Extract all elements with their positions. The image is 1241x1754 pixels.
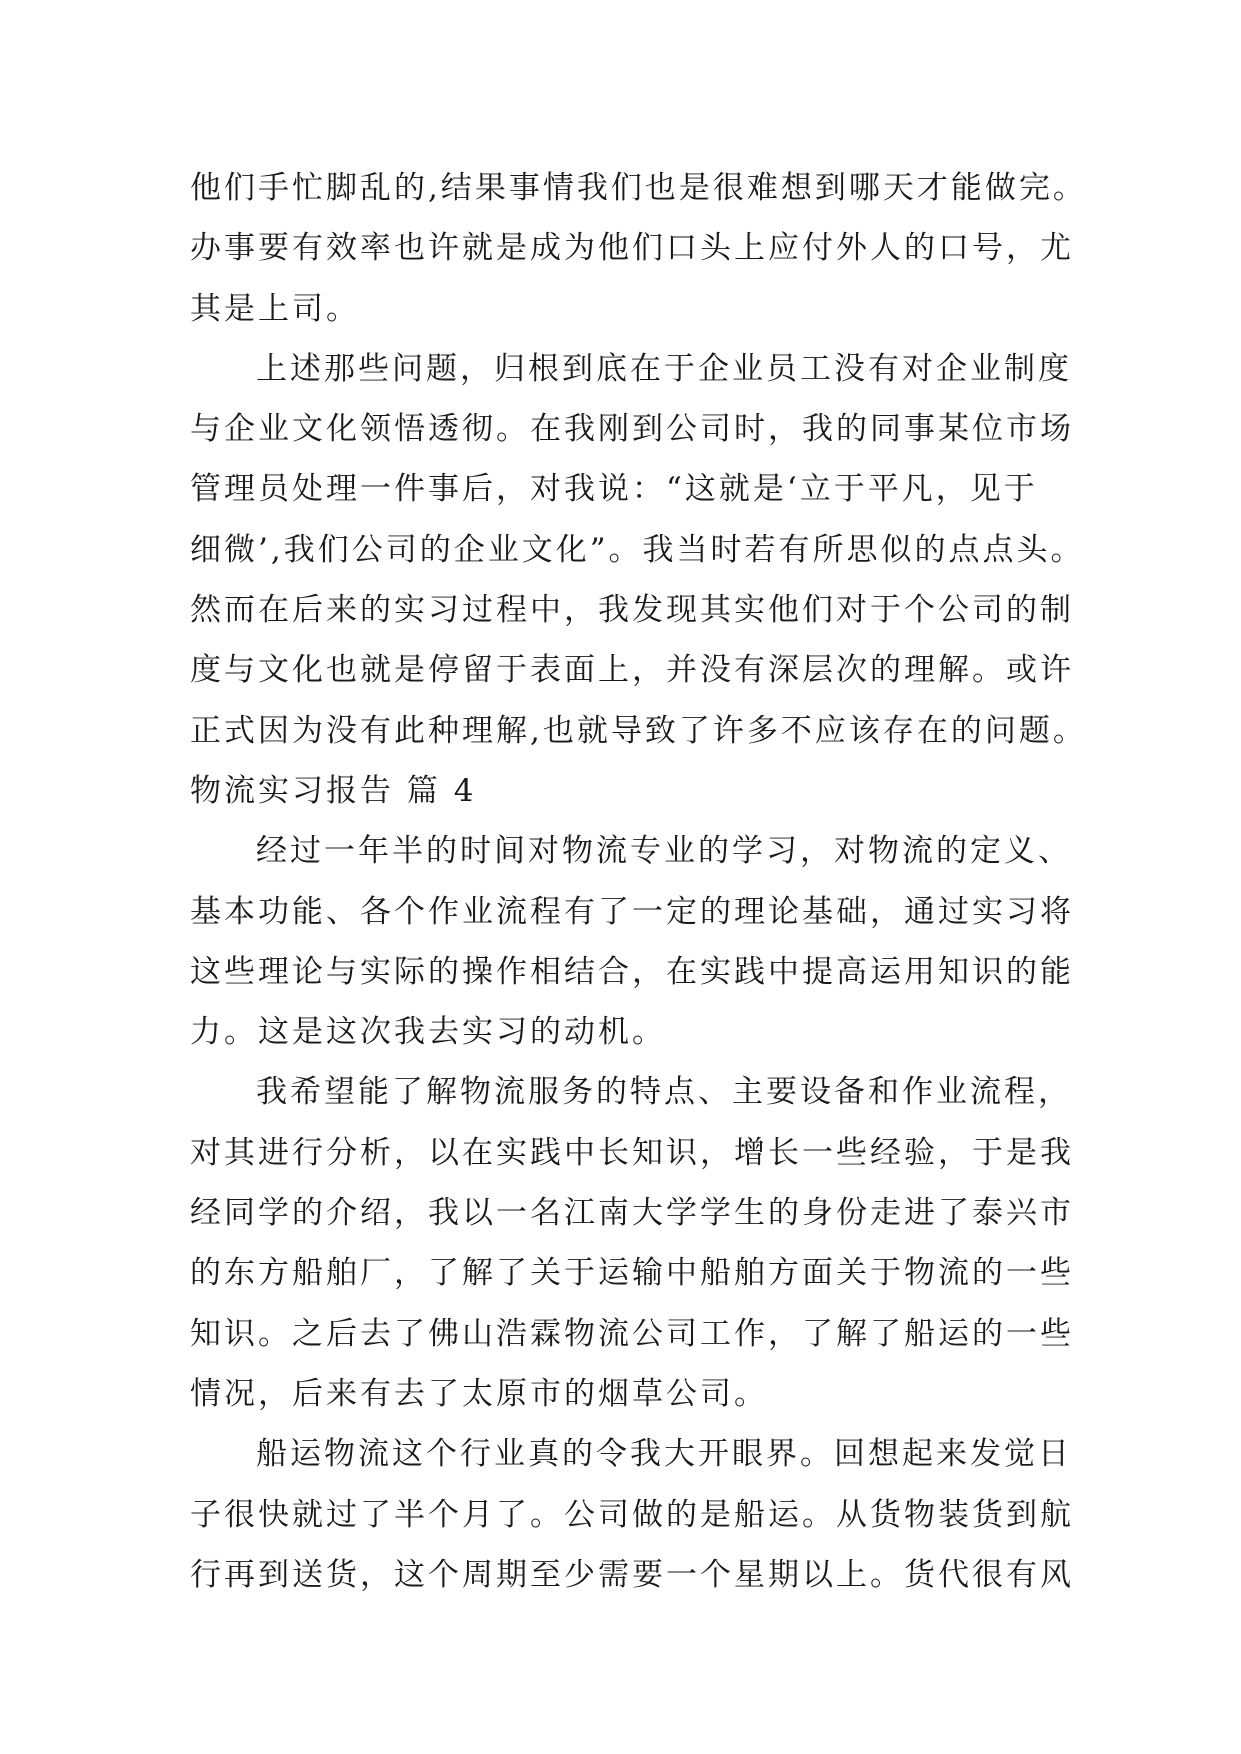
text-line: 办事要有效率也许就是成为他们口头上应付外人的口号，尤 <box>190 230 1074 267</box>
text-line: 对其进行分析，以在实践中长知识，增长一些经验，于是我 <box>190 1134 1074 1171</box>
text-line: 他们手忙脚乱的,结果事情我们也是很难想到哪天才能做完。 <box>190 170 1087 206</box>
text-line: 正式因为没有此种理解,也就导致了许多不应该存在的问题。 <box>190 712 1087 749</box>
paragraph-first-line: 船运物流这个行业真的令我大开眼界。回想起来发觉日 <box>256 1436 1072 1473</box>
text-line: 细微’,我们公司的企业文化”。我当时若有所思似的点点头。 <box>190 531 1085 568</box>
text-line: 经同学的介绍，我以一名江南大学学生的身份走进了泰兴市 <box>190 1195 1074 1232</box>
document-body-text <box>190 158 1090 1605</box>
text-line: 基本功能、各个作业流程有了一定的理论基础，通过实习将 <box>190 893 1074 930</box>
paragraph-first-line: 我希望能了解物流服务的特点、主要设备和作业流程， <box>256 1074 1072 1111</box>
text-line: 然而在后来的实习过程中，我发现其实他们对于个公司的制 <box>190 592 1074 629</box>
text-line: 的东方船舶厂，了解了关于运输中船舶方面关于物流的一些 <box>190 1255 1074 1292</box>
paragraph-first-line: 经过一年半的时间对物流专业的学习，对物流的定义、 <box>256 833 1072 870</box>
text-line: 情况，后来有去了太原市的烟草公司。 <box>190 1375 768 1412</box>
text-line: 这些理论与实际的操作相结合，在实践中提高运用知识的能 <box>190 953 1074 990</box>
text-line: 管理员处理一件事后，对我说：“这就是‘立于平凡，见于 <box>190 471 1038 508</box>
text-line: 其是上司。 <box>190 290 360 327</box>
text-line: 子很快就过了半个月了。公司做的是船运。从货物装货到航 <box>190 1496 1074 1533</box>
text-line: 行再到送货，这个周期至少需要一个星期以上。货代很有风 <box>190 1556 1074 1593</box>
section-heading: 物流实习报告 篇 4 <box>190 772 477 809</box>
paragraph-first-line: 上述那些问题，归根到底在于企业员工没有对企业制度 <box>256 350 1072 387</box>
text-line: 知识。之后去了佛山浩霖物流公司工作，了解了船运的一些 <box>190 1315 1074 1352</box>
text-line: 度与文化也就是停留于表面上，并没有深层次的理解。或许 <box>190 652 1074 689</box>
text-line: 与企业文化领悟透彻。在我刚到公司时，我的同事某位市场 <box>190 411 1074 448</box>
text-line: 力。这是这次我去实习的动机。 <box>190 1014 666 1051</box>
